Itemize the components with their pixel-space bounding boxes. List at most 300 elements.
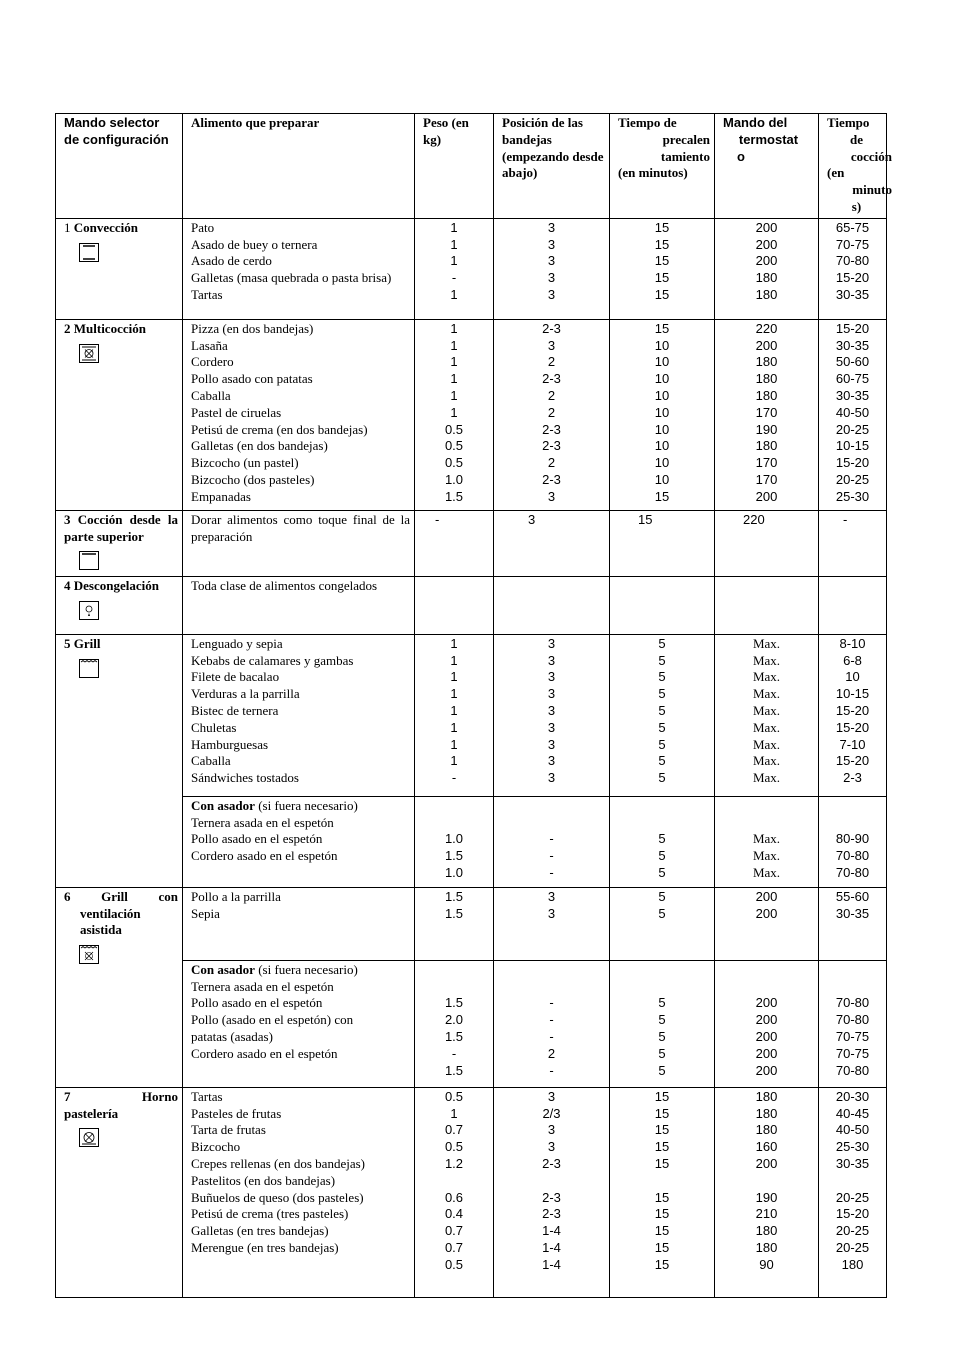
food-item: Pato (191, 219, 215, 235)
weight-value: - (451, 1045, 457, 1061)
thermostat-cell (715, 218, 819, 319)
cook-value: 2-3 (843, 770, 862, 786)
food-item: Pasteles de frutas (191, 1105, 282, 1121)
food-cell (183, 576, 415, 634)
food-item: Bizcocho (un pastel) (191, 455, 299, 471)
position-value: 3 (547, 669, 556, 685)
preheat-value: 5 (658, 1012, 666, 1028)
weight-value: 1 (450, 1105, 458, 1121)
cook-value: 15-20 (835, 270, 870, 286)
cook-value: 40-50 (835, 404, 870, 420)
position-value: 1-4 (542, 1239, 561, 1255)
thermo-value: 200 (755, 1155, 778, 1171)
cook-time-cell (819, 510, 887, 576)
thermo-value: 180 (755, 354, 778, 370)
position-value: 3 (547, 270, 556, 286)
cook-time-cell (819, 218, 887, 319)
weight-value: 1.0 (444, 864, 464, 880)
preheat-value: 15 (654, 488, 670, 504)
mode-number: 2 (64, 320, 71, 336)
cook-value: 70-80 (835, 864, 870, 880)
weight-value: 0.6 (444, 1189, 464, 1205)
thermostat-cell (715, 510, 819, 576)
position-value: 3 (547, 286, 556, 302)
position-value: - (549, 1012, 554, 1028)
mode-label: Cocción desde la parte superior (64, 511, 178, 544)
position-value: 3 (547, 1139, 556, 1155)
cook-time-cell (819, 960, 887, 1087)
preheat-value: 5 (658, 995, 666, 1011)
food-item: Pollo (asado en el espetón) con (191, 1012, 354, 1028)
cook-value: 15-20 (835, 753, 870, 769)
mode-cell (56, 319, 183, 510)
preheat-value: 15 (654, 1223, 670, 1239)
weight-cell (415, 887, 494, 960)
weight-value: 1 (450, 337, 458, 353)
position-value: 3 (547, 770, 556, 786)
header-preheat-2: precalen (662, 131, 710, 147)
thermo-value: Max. (752, 736, 781, 752)
header-cook-time (819, 114, 892, 219)
position-cell (494, 960, 610, 1087)
preheat-value: 5 (658, 652, 666, 668)
thermo-value: Max. (752, 753, 781, 769)
mode-label: con (158, 888, 178, 904)
weight-value: - (451, 770, 457, 786)
grill-icon (79, 659, 99, 678)
thermo-value: Max. (752, 669, 781, 685)
weight-value: 1.5 (444, 888, 464, 904)
mode-number: 7 (64, 1088, 71, 1104)
weight-value: 0.7 (444, 1223, 464, 1239)
cook-value: 7-10 (839, 736, 866, 752)
mode-cell (56, 510, 183, 576)
preheat-value: 15 (654, 1105, 670, 1121)
preheat-value: 15 (654, 1139, 670, 1155)
position-value: 3 (547, 1088, 556, 1104)
thermo-value: Max. (752, 848, 781, 864)
thermo-value: 90 (759, 1256, 774, 1272)
cook-value: 8-10 (839, 635, 866, 651)
position-cell (494, 576, 610, 634)
preheat-value: 10 (654, 404, 670, 420)
food-item: Caballa (191, 753, 231, 769)
cook-time-cell (819, 634, 887, 796)
food-item: Cordero asado en el espetón (191, 1045, 338, 1061)
position-value: 3 (547, 236, 556, 252)
header-mode: Mando selector de configuración (56, 114, 183, 219)
preheat-cell (610, 319, 715, 510)
defrost-icon (79, 601, 99, 620)
thermo-value: 180 (755, 1088, 778, 1104)
food-item: Galletas (en dos bandejas) (191, 438, 328, 454)
position-value: 3 (547, 337, 556, 353)
thermostat-cell (715, 960, 819, 1087)
spit-label: Con asador (191, 961, 255, 977)
thermo-value: 190 (755, 1189, 778, 1205)
spit-note: (si fuera necesario) (258, 797, 358, 813)
weight-value: 0.5 (444, 1139, 464, 1155)
mode-number: 1 (64, 219, 71, 235)
position-value: 2 (547, 1045, 556, 1061)
cook-value: 180 (841, 1256, 864, 1272)
preheat-value: 15 (654, 270, 670, 286)
mode-cell (56, 576, 183, 634)
cook-value: 40-45 (835, 1105, 870, 1121)
food-item: Galletas (en tres bandejas) (191, 1223, 329, 1239)
header-preheat-1: Tiempo de (618, 115, 677, 130)
cook-value: 20-30 (835, 1088, 870, 1104)
cook-value: 60-75 (835, 371, 870, 387)
thermo-value: Max. (752, 864, 781, 880)
thermostat-cell (715, 796, 819, 887)
header-cook-2: de (850, 131, 863, 147)
weight-value: 1 (450, 669, 458, 685)
cook-value: 70-80 (835, 848, 870, 864)
food-cell (183, 1087, 415, 1297)
thermo-value: 180 (755, 1122, 778, 1138)
weight-value: 1 (450, 387, 458, 403)
thermo-value: 220 (755, 320, 778, 336)
food-item: Asado de cerdo (191, 253, 272, 269)
cook-value: 10-15 (835, 438, 870, 454)
thermo-value: 190 (755, 421, 778, 437)
header-cook-1: Tiempo (827, 115, 870, 130)
position-value: 1-4 (542, 1256, 561, 1272)
food-item: Tartas (191, 286, 223, 302)
preheat-value: 5 (658, 686, 666, 702)
thermo-value: 200 (755, 253, 778, 269)
position-value: 3 (547, 1122, 556, 1138)
food-item: Dorar alimentos como toque final de la preparación (191, 511, 410, 544)
weight-cell (415, 796, 494, 887)
preheat-value (612, 1173, 712, 1190)
cook-time-cell (819, 1087, 887, 1297)
mode-cell (56, 218, 183, 319)
food-cell (183, 319, 415, 510)
thermo-value: 200 (755, 1045, 778, 1061)
position-value: 3 (547, 253, 556, 269)
food-item: Tartas (191, 1088, 223, 1104)
weight-value: 1.2 (444, 1155, 464, 1171)
thermo-value (717, 1173, 816, 1190)
cook-time-cell (819, 796, 887, 887)
preheat-value: 5 (658, 888, 666, 904)
table-row (56, 887, 887, 960)
food-item: Lasaña (191, 337, 228, 353)
thermo-value: Max. (752, 702, 781, 718)
food-item: Buñuelos de queso (dos pasteles) (191, 1189, 364, 1205)
fan-grill-icon (79, 945, 99, 964)
mode-cell (56, 1087, 183, 1297)
header-preheat-4: (en minutos) (618, 165, 688, 181)
position-cell (494, 510, 610, 576)
food-cell (183, 887, 415, 960)
position-cell (494, 887, 610, 960)
position-cell (494, 1087, 610, 1297)
food-item: Sándwiches tostados (191, 770, 299, 786)
cook-value: 30-35 (835, 387, 870, 403)
preheat-value: 5 (658, 848, 666, 864)
position-value: 2 (547, 455, 556, 471)
cook-time-cell (819, 576, 887, 634)
header-food: Alimento que preparar (183, 114, 415, 219)
weight-cell (415, 510, 494, 576)
position-cell (494, 218, 610, 319)
cook-value: - (843, 511, 848, 527)
preheat-value: 15 (638, 511, 653, 527)
thermo-value: Max. (752, 652, 781, 668)
mode-label: Multicocción (73, 320, 146, 336)
header-position: Posición de las bandejas (empezando desde abajo) (494, 114, 610, 219)
food-item: Filete de bacalao (191, 669, 280, 685)
thermostat-cell (715, 576, 819, 634)
food-cell (183, 634, 415, 796)
weight-value: 1 (450, 753, 458, 769)
weight-value: 0.7 (444, 1122, 464, 1138)
food-item: Merengue (en tres bandejas) (191, 1239, 339, 1255)
food-item: patatas (asadas) (191, 1028, 273, 1044)
weight-value: 2.0 (444, 1012, 464, 1028)
cook-value: 20-25 (835, 1189, 870, 1205)
position-value: 2-3 (542, 1189, 561, 1205)
food-cell (183, 796, 415, 887)
convection-icon (79, 243, 99, 262)
food-item: Chuletas (191, 719, 237, 735)
preheat-value: 5 (658, 1028, 666, 1044)
preheat-value: 15 (654, 253, 670, 269)
header-cook-5: minuto (852, 182, 892, 198)
preheat-value: 5 (658, 702, 666, 718)
food-item: Crepes rellenas (en dos bandejas) (191, 1155, 365, 1171)
cook-value: 15-20 (835, 320, 870, 336)
header-thermostat (715, 114, 819, 219)
header-thermo-1: Mando del (723, 115, 788, 130)
header-weight: Peso (en kg) (415, 114, 494, 219)
weight-value: 1 (450, 702, 458, 718)
cook-value: 10-15 (835, 686, 870, 702)
food-cell (183, 960, 415, 1087)
cook-value (821, 1173, 884, 1190)
preheat-value: 15 (654, 1239, 670, 1255)
preheat-value: 10 (654, 337, 670, 353)
preheat-value: 10 (654, 354, 670, 370)
weight-value: 1 (450, 253, 458, 269)
thermo-value: 200 (755, 905, 778, 921)
table-row (56, 576, 887, 634)
thermo-value: 200 (755, 1012, 778, 1028)
thermostat-cell (715, 319, 819, 510)
header-thermo-3: o (737, 148, 745, 164)
thermo-value: 220 (743, 511, 765, 527)
thermo-value: 180 (755, 1105, 778, 1121)
cook-value: 80-90 (835, 831, 870, 847)
weight-value: 0.7 (444, 1239, 464, 1255)
preheat-value: 5 (658, 736, 666, 752)
table-row (56, 634, 887, 796)
thermo-value: 200 (755, 995, 778, 1011)
position-value: 2-3 (542, 1155, 561, 1171)
food-item: Bistec de ternera (191, 702, 279, 718)
preheat-cell (610, 796, 715, 887)
preheat-value: 10 (654, 387, 670, 403)
food-item: Pollo asado en el espetón (191, 995, 323, 1011)
food-item: Ternera asada en el espetón (191, 978, 334, 994)
mode-cell (56, 634, 183, 887)
cook-value: 15-20 (835, 719, 870, 735)
weight-value: 1 (450, 736, 458, 752)
food-item: Pastelitos (en dos bandejas) (191, 1172, 336, 1188)
position-value: 3 (547, 719, 556, 735)
thermo-value: 170 (755, 471, 778, 487)
spit-label: Con asador (191, 797, 255, 813)
weight-cell (415, 1087, 494, 1297)
preheat-cell (610, 887, 715, 960)
thermo-value: 200 (755, 888, 778, 904)
thermo-value: 200 (755, 1062, 778, 1078)
food-item: Pizza (en dos bandejas) (191, 320, 314, 336)
header-cook-4: (en (827, 165, 845, 181)
thermo-value: 170 (755, 455, 778, 471)
cook-value: 30-35 (835, 286, 870, 302)
header-thermo-2: termostat (738, 131, 799, 147)
cook-value: 30-35 (835, 905, 870, 921)
preheat-cell (610, 510, 715, 576)
header-cook-3: cocción (850, 148, 892, 164)
cook-time-cell (819, 319, 887, 510)
cook-value: 70-80 (835, 1062, 870, 1078)
mode-cell (56, 887, 183, 1087)
mode-label: Descongelación (73, 577, 159, 593)
weight-value: 1.5 (444, 848, 464, 864)
cook-value: 20-25 (835, 471, 870, 487)
thermo-value: 180 (755, 438, 778, 454)
cook-value: 15-20 (835, 702, 870, 718)
position-value: - (549, 1028, 554, 1044)
cook-value: 50-60 (835, 354, 870, 370)
preheat-value: 15 (654, 1088, 670, 1104)
cook-value: 70-75 (835, 1028, 870, 1044)
cook-value: 20-25 (835, 1223, 870, 1239)
food-item: Pastel de ciruelas (191, 404, 282, 420)
thermo-value: Max. (752, 831, 781, 847)
cook-value: 70-75 (835, 1045, 870, 1061)
position-value: 3 (547, 753, 556, 769)
pastry-oven-icon (79, 1128, 99, 1147)
position-value: 2-3 (542, 371, 561, 387)
cook-value: 65-75 (835, 219, 870, 235)
preheat-value: 15 (654, 1206, 670, 1222)
thermo-value: 210 (755, 1206, 778, 1222)
thermo-value: 180 (755, 286, 778, 302)
food-item: Asado de buey o ternera (191, 236, 318, 252)
preheat-value: 15 (654, 236, 670, 252)
cook-value: 15-20 (835, 1206, 870, 1222)
thermo-value: 180 (755, 270, 778, 286)
mode-number: 5 (64, 635, 71, 651)
position-value: - (549, 864, 554, 880)
position-value: 3 (547, 635, 556, 651)
position-value: 2-3 (542, 320, 561, 336)
weight-value (417, 1173, 491, 1190)
position-value: - (549, 995, 554, 1011)
weight-value: - (451, 270, 457, 286)
food-item: Galletas (masa quebrada o pasta brisa) (191, 270, 392, 286)
position-value (496, 1173, 607, 1190)
position-value: 2 (547, 354, 556, 370)
weight-value: 0.5 (444, 1088, 464, 1104)
weight-value: 1 (450, 719, 458, 735)
preheat-cell (610, 218, 715, 319)
thermostat-cell (715, 887, 819, 960)
weight-value: 1 (450, 371, 458, 387)
position-value: 3 (547, 702, 556, 718)
preheat-value: 5 (658, 1045, 666, 1061)
position-value: 2-3 (542, 421, 561, 437)
multicooking-fan-icon (79, 344, 99, 363)
position-cell (494, 319, 610, 510)
position-value: 2-3 (542, 1206, 561, 1222)
food-item: Pollo asado con patatas (191, 371, 313, 387)
position-value: 3 (547, 219, 556, 235)
cook-value: 6-8 (843, 652, 862, 668)
position-value: 1-4 (542, 1223, 561, 1239)
food-item: Bizcocho (dos pasteles) (191, 471, 315, 487)
preheat-value: 10 (654, 471, 670, 487)
position-value: 3 (547, 652, 556, 668)
preheat-cell (610, 634, 715, 796)
weight-value: 1 (450, 286, 458, 302)
weight-cell (415, 319, 494, 510)
cook-value: 70-75 (835, 236, 870, 252)
position-value: - (549, 1062, 554, 1078)
header-cook-6: s) (851, 198, 862, 214)
weight-value: 1 (450, 404, 458, 420)
mode-label: Convección (73, 219, 139, 235)
preheat-value: 10 (654, 421, 670, 437)
weight-value: 1 (450, 635, 458, 651)
preheat-cell (610, 1087, 715, 1297)
header-row (56, 114, 887, 219)
mode-label: Grill (101, 888, 128, 904)
position-value: 2-3 (542, 471, 561, 487)
food-item: Lenguado y sepia (191, 635, 283, 651)
preheat-value: 5 (658, 905, 666, 921)
preheat-value: 5 (658, 669, 666, 685)
mode-label: pastelería (64, 1105, 119, 1121)
preheat-value: 5 (658, 864, 666, 880)
preheat-value: 15 (654, 1256, 670, 1272)
weight-value: 1 (450, 219, 458, 235)
mode-number: 4 (64, 577, 71, 593)
weight-value: 1.5 (444, 905, 464, 921)
position-value: 3 (547, 905, 556, 921)
food-item: Caballa (191, 387, 231, 403)
cook-value: 25-30 (835, 1139, 870, 1155)
food-item: Empanadas (191, 488, 251, 504)
cook-time-cell (819, 887, 887, 960)
weight-value: 1.5 (444, 995, 464, 1011)
weight-value: 1.5 (444, 1028, 464, 1044)
thermo-value: 170 (755, 404, 778, 420)
position-cell (494, 796, 610, 887)
preheat-value: 15 (654, 286, 670, 302)
food-item: Sepia (191, 905, 220, 921)
weight-value: 1.5 (444, 1062, 464, 1078)
thermo-value: Max. (752, 686, 781, 702)
mode-number: 6 (64, 888, 71, 904)
weight-value: 1 (450, 686, 458, 702)
